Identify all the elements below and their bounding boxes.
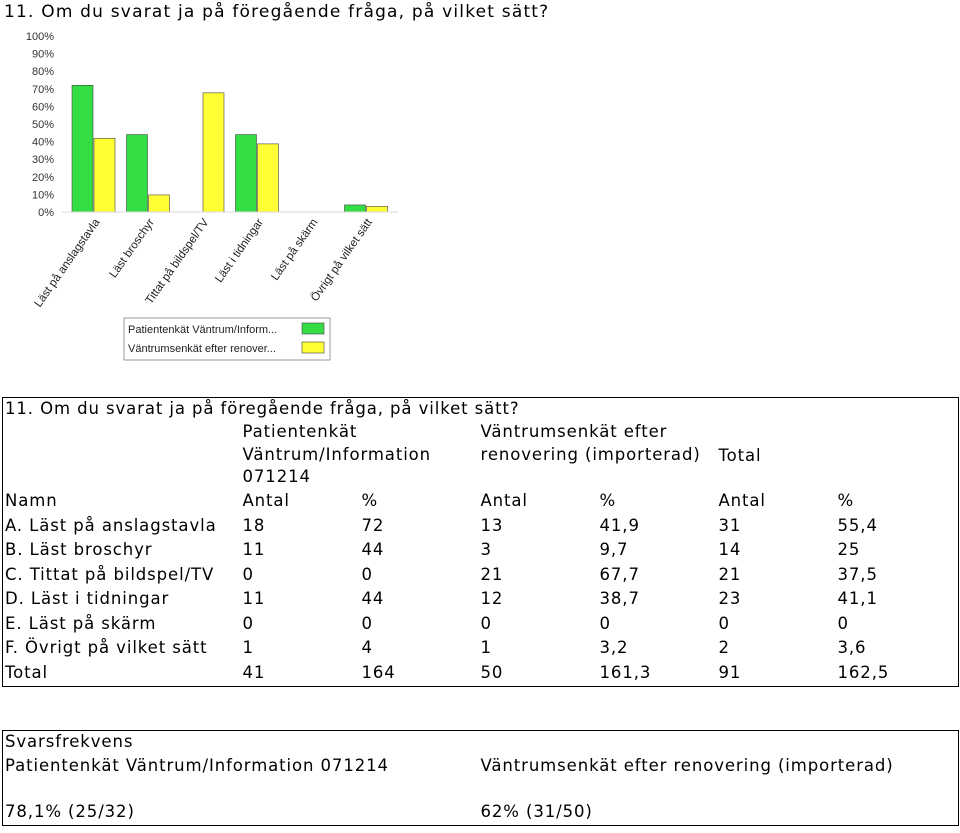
table-cell: 9,7 (599, 540, 629, 559)
column-header: % (361, 491, 379, 510)
table-cell: 2 (718, 638, 730, 657)
table-cell: 0 (361, 613, 373, 633)
table-row (3, 637, 959, 662)
table-cell: 0 (480, 613, 492, 633)
table-cell: 11 (242, 589, 266, 608)
table-cell: 14 (718, 540, 742, 559)
response-header-patientenkat: Patientenkät Väntrum/Information 071214 (5, 756, 389, 775)
x-tick-label: Läst i tidningar (213, 216, 266, 285)
bar (94, 138, 115, 212)
bar (72, 85, 93, 212)
table-cell: 25 (837, 540, 861, 559)
table-cell: 72 (361, 515, 385, 535)
x-tick-label: Läst på skärm (269, 216, 321, 283)
legend-swatch (302, 342, 324, 353)
legend-label: Väntrumsenkät efter renover... (128, 343, 276, 355)
legend-swatch (302, 323, 324, 334)
table-cell: 0 (837, 613, 849, 633)
bar-chart (0, 28, 420, 368)
y-tick-label: 90% (31, 48, 54, 61)
table-cell: 1 (480, 638, 492, 657)
table-cell: 31 (718, 515, 742, 535)
group-header-empty (3, 421, 241, 490)
column-header: % (599, 491, 617, 510)
y-tick-label: 30% (31, 154, 54, 167)
row-label-cell: A. Läst på anslagstavla (5, 515, 217, 535)
table-cell: 0 (242, 564, 254, 584)
group-header-vantrumsenkat: Väntrumsenkät efter renovering (importerad) (480, 422, 701, 464)
group-header-patientenkat: Patientenkät Väntrum/Information 071214 (242, 422, 432, 486)
results-table (2, 397, 959, 687)
row-label-cell: C. Tittat på bildspel/TV (5, 564, 215, 584)
bar (149, 195, 170, 212)
table-cell: 67,7 (599, 564, 640, 584)
table-cell: 164 (361, 662, 396, 682)
row-label-cell: E. Läst på skärm (5, 613, 157, 633)
table-row (3, 588, 959, 613)
row-label-cell: D. Läst i tidningar (5, 589, 170, 608)
table-row (3, 515, 959, 540)
page-title: 11. Om du svarat ja på föregående fråga, på vilket sätt? (4, 2, 550, 22)
table-cell: 23 (718, 589, 742, 608)
column-header: Antal (718, 491, 766, 510)
x-tick-label: Läst på anslagstavla (32, 216, 103, 310)
y-tick-label: 10% (31, 189, 54, 202)
column-header: Antal (480, 491, 528, 510)
table-body (3, 515, 959, 687)
y-tick-label: 40% (31, 136, 54, 149)
y-tick-label: 20% (31, 171, 54, 184)
y-tick-label: 80% (31, 66, 54, 79)
response-rate-title: Svarsfrekvens (5, 732, 134, 751)
table-cell: 1 (242, 638, 254, 657)
response-value-patientenkat: 78,1% (25/32) (5, 802, 135, 821)
table-cell: 41,9 (599, 515, 640, 535)
response-header-vantrumsenkat: Väntrumsenkät efter renovering (importerad) (480, 756, 894, 775)
table-total-row (3, 662, 959, 687)
y-tick-label: 70% (31, 83, 54, 96)
table-cell: 37,5 (837, 564, 878, 584)
table-cell: 38,7 (599, 589, 640, 608)
table-cell: 162,5 (837, 662, 890, 682)
row-label-cell: Total (5, 662, 49, 682)
bar (127, 135, 148, 212)
response-value-vantrumsenkat: 62% (31/50) (480, 802, 593, 821)
row-label-cell: B. Läst broschyr (5, 540, 153, 559)
table-cell: 55,4 (837, 515, 878, 535)
table-row (3, 613, 959, 638)
bar (258, 144, 279, 212)
table-cell: 0 (718, 613, 730, 633)
table-cell: 44 (361, 540, 385, 559)
column-header: Namn (5, 491, 58, 510)
x-tick-label: Övrigt på vilket sätt (309, 216, 375, 304)
table-cell: 50 (480, 662, 504, 682)
bar-group (72, 85, 388, 212)
table-cell: 12 (480, 589, 504, 608)
chart-legend (124, 318, 330, 360)
y-tick-label: 100% (25, 31, 54, 43)
table-cell: 18 (242, 515, 266, 535)
x-tick-label: Läst broschyr (107, 216, 157, 281)
table-cell: 3 (480, 540, 492, 559)
group-header-total: Total (718, 445, 762, 465)
column-header: % (837, 491, 855, 510)
column-header: Antal (242, 491, 290, 510)
table-cell: 41,1 (837, 589, 878, 608)
bar (203, 93, 224, 212)
table-cell: 161,3 (599, 662, 652, 682)
legend-label: Patientenkät Väntrum/Inform... (128, 324, 278, 336)
x-axis-tick-labels (32, 216, 375, 309)
table-cell: 0 (242, 613, 254, 633)
y-tick-label: 50% (31, 119, 54, 131)
table-row (3, 539, 959, 564)
table-caption: 11. Om du svarat ja på föregående fråga, på vilket sätt? (5, 399, 520, 418)
response-rate-table (2, 730, 959, 826)
table-cell: 11 (242, 540, 266, 559)
bar (345, 205, 366, 212)
row-label-cell: F. Övrigt på vilket sätt (5, 638, 208, 657)
table-cell: 13 (480, 515, 504, 535)
bar (367, 206, 388, 212)
table-cell: 0 (599, 613, 611, 633)
table-cell: 44 (361, 589, 385, 608)
y-axis-tick-labels (26, 31, 54, 219)
x-tick-label: Tittat på bildspel/TV (143, 216, 212, 307)
table-cell: 0 (361, 564, 373, 584)
table-row (3, 564, 959, 589)
table-cell: 4 (361, 638, 373, 657)
table-cell: 3,6 (837, 638, 867, 657)
y-tick-label: 0% (38, 207, 54, 219)
table-cell: 3,2 (599, 638, 629, 657)
table-cell: 21 (480, 564, 504, 584)
bar (236, 135, 257, 212)
table-cell: 21 (718, 564, 742, 584)
y-tick-label: 60% (31, 101, 54, 114)
table-cell: 41 (242, 662, 266, 682)
table-cell: 91 (718, 662, 742, 682)
